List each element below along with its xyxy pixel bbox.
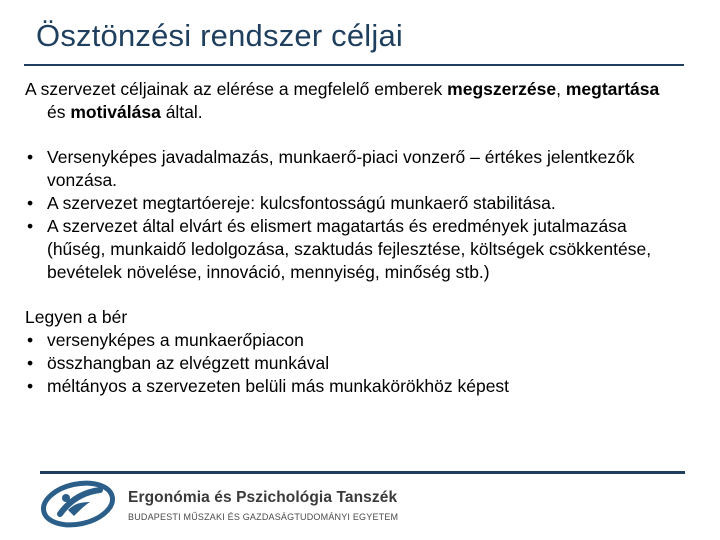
title-divider xyxy=(24,64,684,66)
university-name: BUDAPESTI MŰSZAKI ÉS GAZDASÁGTUDOMÁNYI EGYETEM xyxy=(128,512,399,522)
list-item xyxy=(25,192,665,215)
page-title: Ösztönzési rendszer céljai xyxy=(36,18,404,53)
bullet-icon: • xyxy=(27,330,34,350)
intro-bold-3: motiválása xyxy=(70,102,161,122)
department-logo-icon xyxy=(40,480,118,528)
list-item xyxy=(25,215,665,284)
list-item xyxy=(25,146,665,192)
intro-text-4: által. xyxy=(160,102,203,122)
list-item-text: Versenyképes javadalmazás, munkaerő-piaci vonzerő – értékes jelentkezők vonzása. xyxy=(47,147,635,190)
intro-text-2: , xyxy=(556,79,566,99)
intro-bold-1: megszerzése xyxy=(447,79,557,99)
intro-text-1: A szervezet céljainak az elérése a megfelelő emberek xyxy=(25,79,448,99)
list-item xyxy=(25,329,665,352)
bullet-icon: • xyxy=(27,376,34,396)
list-item-text: méltányos a szervezeten belüli más munkakörökhöz képest xyxy=(47,376,510,396)
list-item-text: A szervezet által elvárt és elismert magatartás és eredmények jutalmazása (hűség, munkaidő ledolgozása, szaktudás fejlesztése, költségek csökkentése, bevételek növelése, innováció, mennyiség, minőség stb.) xyxy=(47,216,652,282)
bullet-icon: • xyxy=(27,216,34,236)
list-item xyxy=(25,375,665,398)
list-item-text: versenyképes a munkaerőpiacon xyxy=(47,330,304,350)
list-item xyxy=(25,352,665,375)
department-name: Ergonómia és Pszichológia Tanszék xyxy=(128,489,398,506)
footer-divider xyxy=(40,471,685,474)
slide-body xyxy=(25,78,665,398)
bullet-icon: • xyxy=(27,353,34,373)
intro-bold-2: megtartása xyxy=(565,79,660,99)
wage-subheading: Legyen a bér xyxy=(25,307,128,327)
list-item-text: összhangban az elvégzett munkával xyxy=(47,353,330,373)
wage-list xyxy=(25,329,665,398)
list-item-text: A szervezet megtartóereje: kulcsfontosságú munkaerő stabilitása. xyxy=(47,193,556,213)
intro-paragraph xyxy=(25,78,665,124)
bullet-icon: • xyxy=(27,193,34,213)
intro-text-3: és xyxy=(47,102,71,122)
bullet-icon: • xyxy=(27,147,34,167)
goals-list xyxy=(25,146,665,284)
